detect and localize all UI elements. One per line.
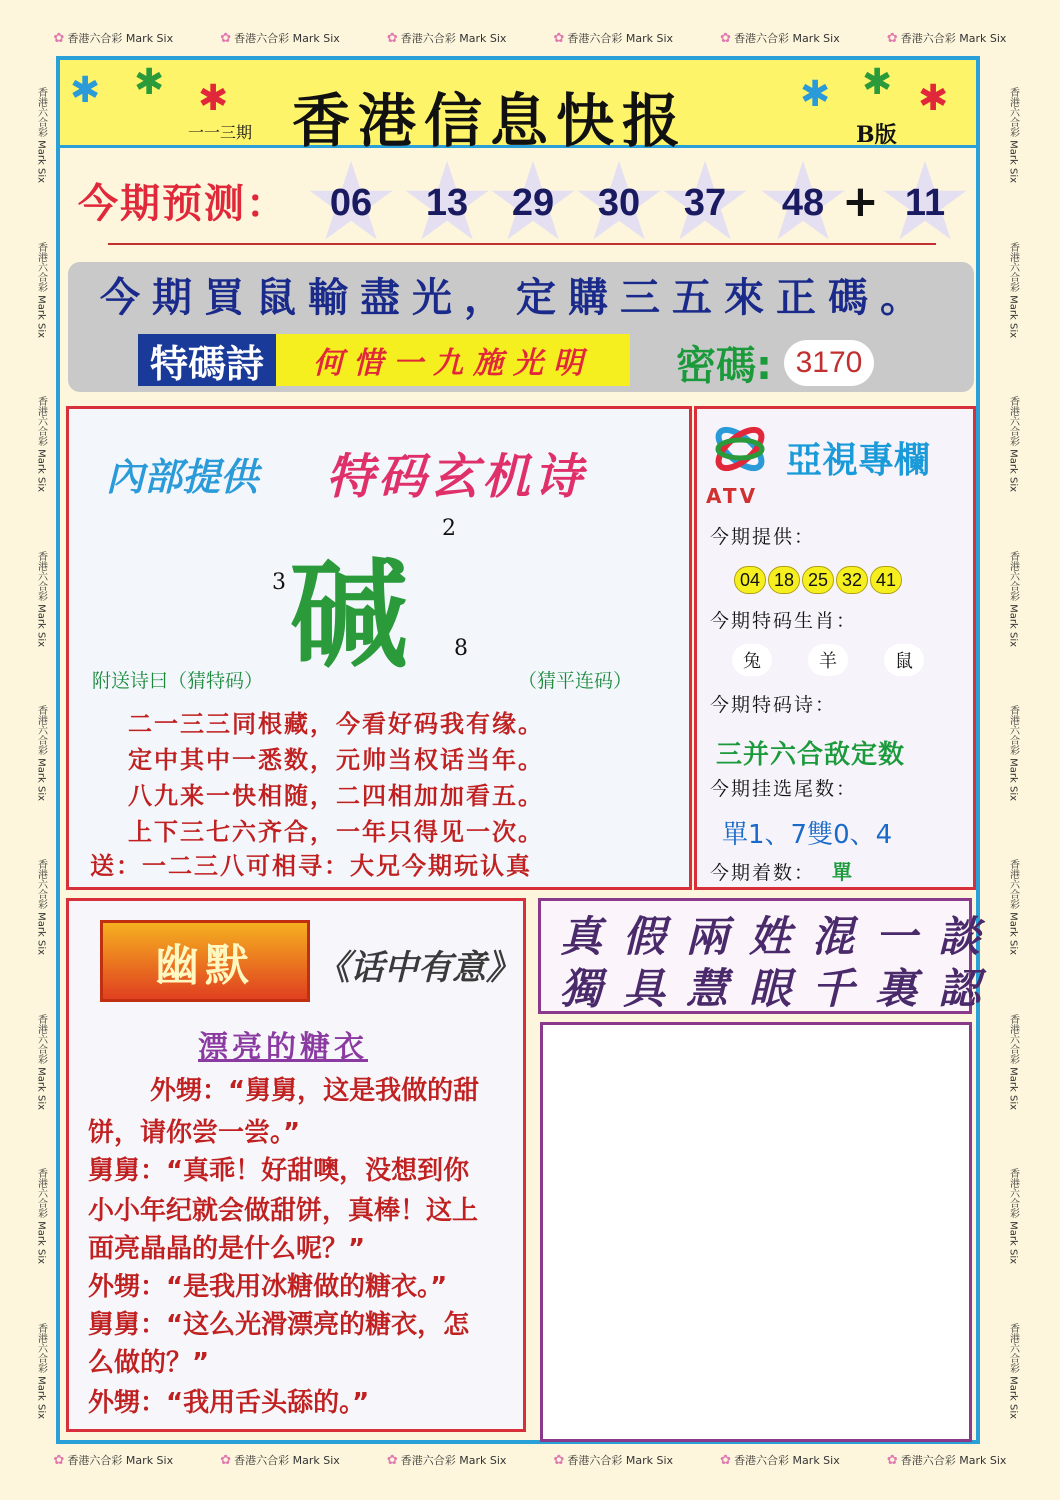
border-text: ✿ 香港六合彩 Mark Six xyxy=(886,1453,1007,1468)
code-label: 密碼: xyxy=(676,343,772,389)
star-decoration-icon: ✱ xyxy=(800,74,831,115)
special-number: ★ 11 xyxy=(880,168,970,238)
border-text: 香港六合彩 Mark Six xyxy=(1007,87,1019,184)
flower-icon: ✿ xyxy=(553,31,565,46)
poem-intro-left: 附送诗曰（猜特码） xyxy=(92,670,264,692)
riddle-line: 真假兩姓混一談 xyxy=(560,912,1002,961)
border-text: 香港六合彩 Mark Six xyxy=(35,550,47,647)
border-text: ✿ 香港六合彩 Mark Six xyxy=(220,31,340,46)
poem-line: 二一三三同根藏，今看好码我有缘。 xyxy=(128,710,544,738)
atv-title: 亞視專欄 xyxy=(786,439,931,481)
number-ball: 04 xyxy=(734,566,766,594)
divider xyxy=(108,243,936,245)
story-line: 舅舅：“真乖！好甜噢，没想到你 xyxy=(88,1156,470,1186)
flower-icon: ✿ xyxy=(886,31,898,46)
prediction-number: ★ 13 xyxy=(402,168,492,238)
star-decoration-icon: ✱ xyxy=(918,78,949,119)
flower-icon: ✿ xyxy=(220,31,232,46)
border-text: ✿ 香港六合彩 Mark Six xyxy=(886,31,1007,46)
prediction-number: ★ 29 xyxy=(488,168,578,238)
border-text: ✿ 香港六合彩 Mark Six xyxy=(720,31,840,46)
prediction-number: ★ 37 xyxy=(660,168,750,238)
border-text: 香港六合彩 Mark Six xyxy=(35,1322,47,1419)
tail-value: 單1、7雙0、4 xyxy=(722,820,893,850)
flower-icon: ✿ xyxy=(53,1453,65,1468)
code-value: 3170 xyxy=(784,340,874,386)
flower-icon: ✿ xyxy=(886,1453,898,1468)
prediction-number: ★ 06 xyxy=(306,168,396,238)
border-text: 香港六合彩 Mark Six xyxy=(1007,1168,1019,1265)
riddle-character: 碱 xyxy=(290,545,409,684)
prediction-number: ★ 30 xyxy=(574,168,664,238)
border-text: ✿ 香港六合彩 Mark Six xyxy=(553,31,674,46)
poem-line: 八九来一快相随，二四相加加看五。 xyxy=(128,782,544,810)
border-text: 香港六合彩 Mark Six xyxy=(1007,1322,1019,1419)
riddle-line: 獨具慧眼千裏認 xyxy=(560,964,1002,1013)
border-text: 香港六合彩 Mark Six xyxy=(35,859,47,956)
poem-text: 何惜一九施光明 xyxy=(276,334,630,386)
top-border-band xyxy=(30,24,1030,52)
story-line: 饼，请你尝一尝。” xyxy=(88,1118,301,1148)
flower-icon: ✿ xyxy=(720,31,732,46)
poem-label: 特碼詩 xyxy=(138,334,276,386)
left-border-band xyxy=(28,58,54,1448)
flower-icon: ✿ xyxy=(386,1453,398,1468)
notice-slogan: 今期買鼠輸盡光，定購三五來正碼。 xyxy=(100,275,932,321)
border-text: 香港六合彩 Mark Six xyxy=(35,1013,47,1110)
story-line: 外甥：“舅舅，这是我做的甜 xyxy=(150,1076,480,1106)
border-text: ✿ 香港六合彩 Mark Six xyxy=(553,1453,674,1468)
star-decoration-icon: ✱ xyxy=(862,62,893,103)
zodiac-chip: 鼠 xyxy=(884,644,924,676)
number-ball: 41 xyxy=(870,566,902,594)
provide-label: 今期提供： xyxy=(710,526,816,548)
flower-icon: ✿ xyxy=(53,31,65,46)
border-text: ✿ 香港六合彩 Mark Six xyxy=(720,1453,840,1468)
issue-number: 一一三期 xyxy=(188,123,253,142)
bottom-border-band xyxy=(30,1446,1030,1474)
plus-sign: + xyxy=(842,176,879,227)
story-title: 漂亮的糖衣 xyxy=(198,1030,368,1065)
story-line: 舅舅：“这么光滑漂亮的糖衣，怎 xyxy=(88,1310,470,1340)
flower-icon: ✿ xyxy=(220,1453,232,1468)
flower-icon: ✿ xyxy=(386,31,398,46)
number-ball: 25 xyxy=(802,566,834,594)
humor-badge: 幽默 xyxy=(100,920,310,1002)
poem-line: 送：一二三八可相寻：大兄今期玩认真 xyxy=(90,852,532,880)
border-text: 香港六合彩 Mark Six xyxy=(1007,704,1019,801)
page-title: 香港信息快报 xyxy=(292,87,689,155)
side-poem-label: 今期特码诗： xyxy=(710,694,837,716)
bet-value: 單 xyxy=(832,860,852,884)
story-line: 么做的？” xyxy=(88,1348,210,1378)
humor-subtitle: 《话中有意》 xyxy=(316,948,520,988)
border-text: ✿ 香港六合彩 Mark Six xyxy=(53,1453,174,1468)
border-text: 香港六合彩 Mark Six xyxy=(1007,859,1019,956)
border-text: 香港六合彩 Mark Six xyxy=(35,704,47,801)
border-text: 香港六合彩 Mark Six xyxy=(35,241,47,338)
flower-icon: ✿ xyxy=(720,1453,732,1468)
side-poem: 三并六合敌定数 xyxy=(716,740,906,770)
number-ball: 18 xyxy=(768,566,800,594)
border-text: 香港六合彩 Mark Six xyxy=(1007,241,1019,338)
star-decoration-icon: ✱ xyxy=(134,62,165,103)
atv-logo-text: ATV xyxy=(706,484,759,508)
border-text: ✿ 香港六合彩 Mark Six xyxy=(386,1453,507,1468)
story-line: 小小年纪就会做甜饼，真棒！这上 xyxy=(88,1196,479,1226)
zodiac-chip: 兔 xyxy=(732,644,772,676)
border-text: ✿ 香港六合彩 Mark Six xyxy=(220,1453,340,1468)
zodiac-label: 今期特码生肖： xyxy=(710,610,858,632)
border-text: 香港六合彩 Mark Six xyxy=(1007,550,1019,647)
poem-intro-right: （猜平连码） xyxy=(518,670,633,692)
number-ball: 32 xyxy=(836,566,868,594)
border-text: 香港六合彩 Mark Six xyxy=(35,87,47,184)
prediction-label: 今期预测： xyxy=(78,181,288,227)
bet-label: 今期着数： xyxy=(710,862,816,884)
border-text: ✿ 香港六合彩 Mark Six xyxy=(53,31,174,46)
inner-label: 內部提供 xyxy=(106,455,259,499)
riddle-digit: 2 xyxy=(442,516,456,541)
star-decoration-icon: ✱ xyxy=(70,70,101,111)
border-text: 香港六合彩 Mark Six xyxy=(1007,1013,1019,1110)
story-line: 面亮晶晶的是什么呢？” xyxy=(88,1234,366,1264)
secret-title: 特码玄机诗 xyxy=(326,449,587,505)
atv-logo-icon xyxy=(706,420,774,478)
riddle-digit: 3 xyxy=(272,570,286,595)
border-text: ✿ 香港六合彩 Mark Six xyxy=(386,31,507,46)
story-line: 外甥：“是我用冰糖做的糖衣。” xyxy=(88,1272,448,1302)
zodiac-chip: 羊 xyxy=(808,644,848,676)
story-line: 外甥：“我用舌头舔的。” xyxy=(88,1388,370,1418)
edition-label: B版 xyxy=(856,122,897,148)
border-text: 香港六合彩 Mark Six xyxy=(1007,396,1019,493)
flower-icon: ✿ xyxy=(553,1453,565,1468)
star-decoration-icon: ✱ xyxy=(198,78,229,119)
riddle-digit: 8 xyxy=(454,636,468,661)
tail-label: 今期挂选尾数： xyxy=(710,778,858,800)
blank-panel xyxy=(540,1022,972,1442)
border-text: 香港六合彩 Mark Six xyxy=(35,1168,47,1265)
poem-line: 定中其中一悉数，元帅当权话当年。 xyxy=(128,746,544,774)
border-text: 香港六合彩 Mark Six xyxy=(35,396,47,493)
poem-line: 上下三七六齐合，一年只得见一次。 xyxy=(128,818,544,846)
prediction-number: ★ 48 xyxy=(758,168,848,238)
right-border-band xyxy=(1000,58,1026,1448)
